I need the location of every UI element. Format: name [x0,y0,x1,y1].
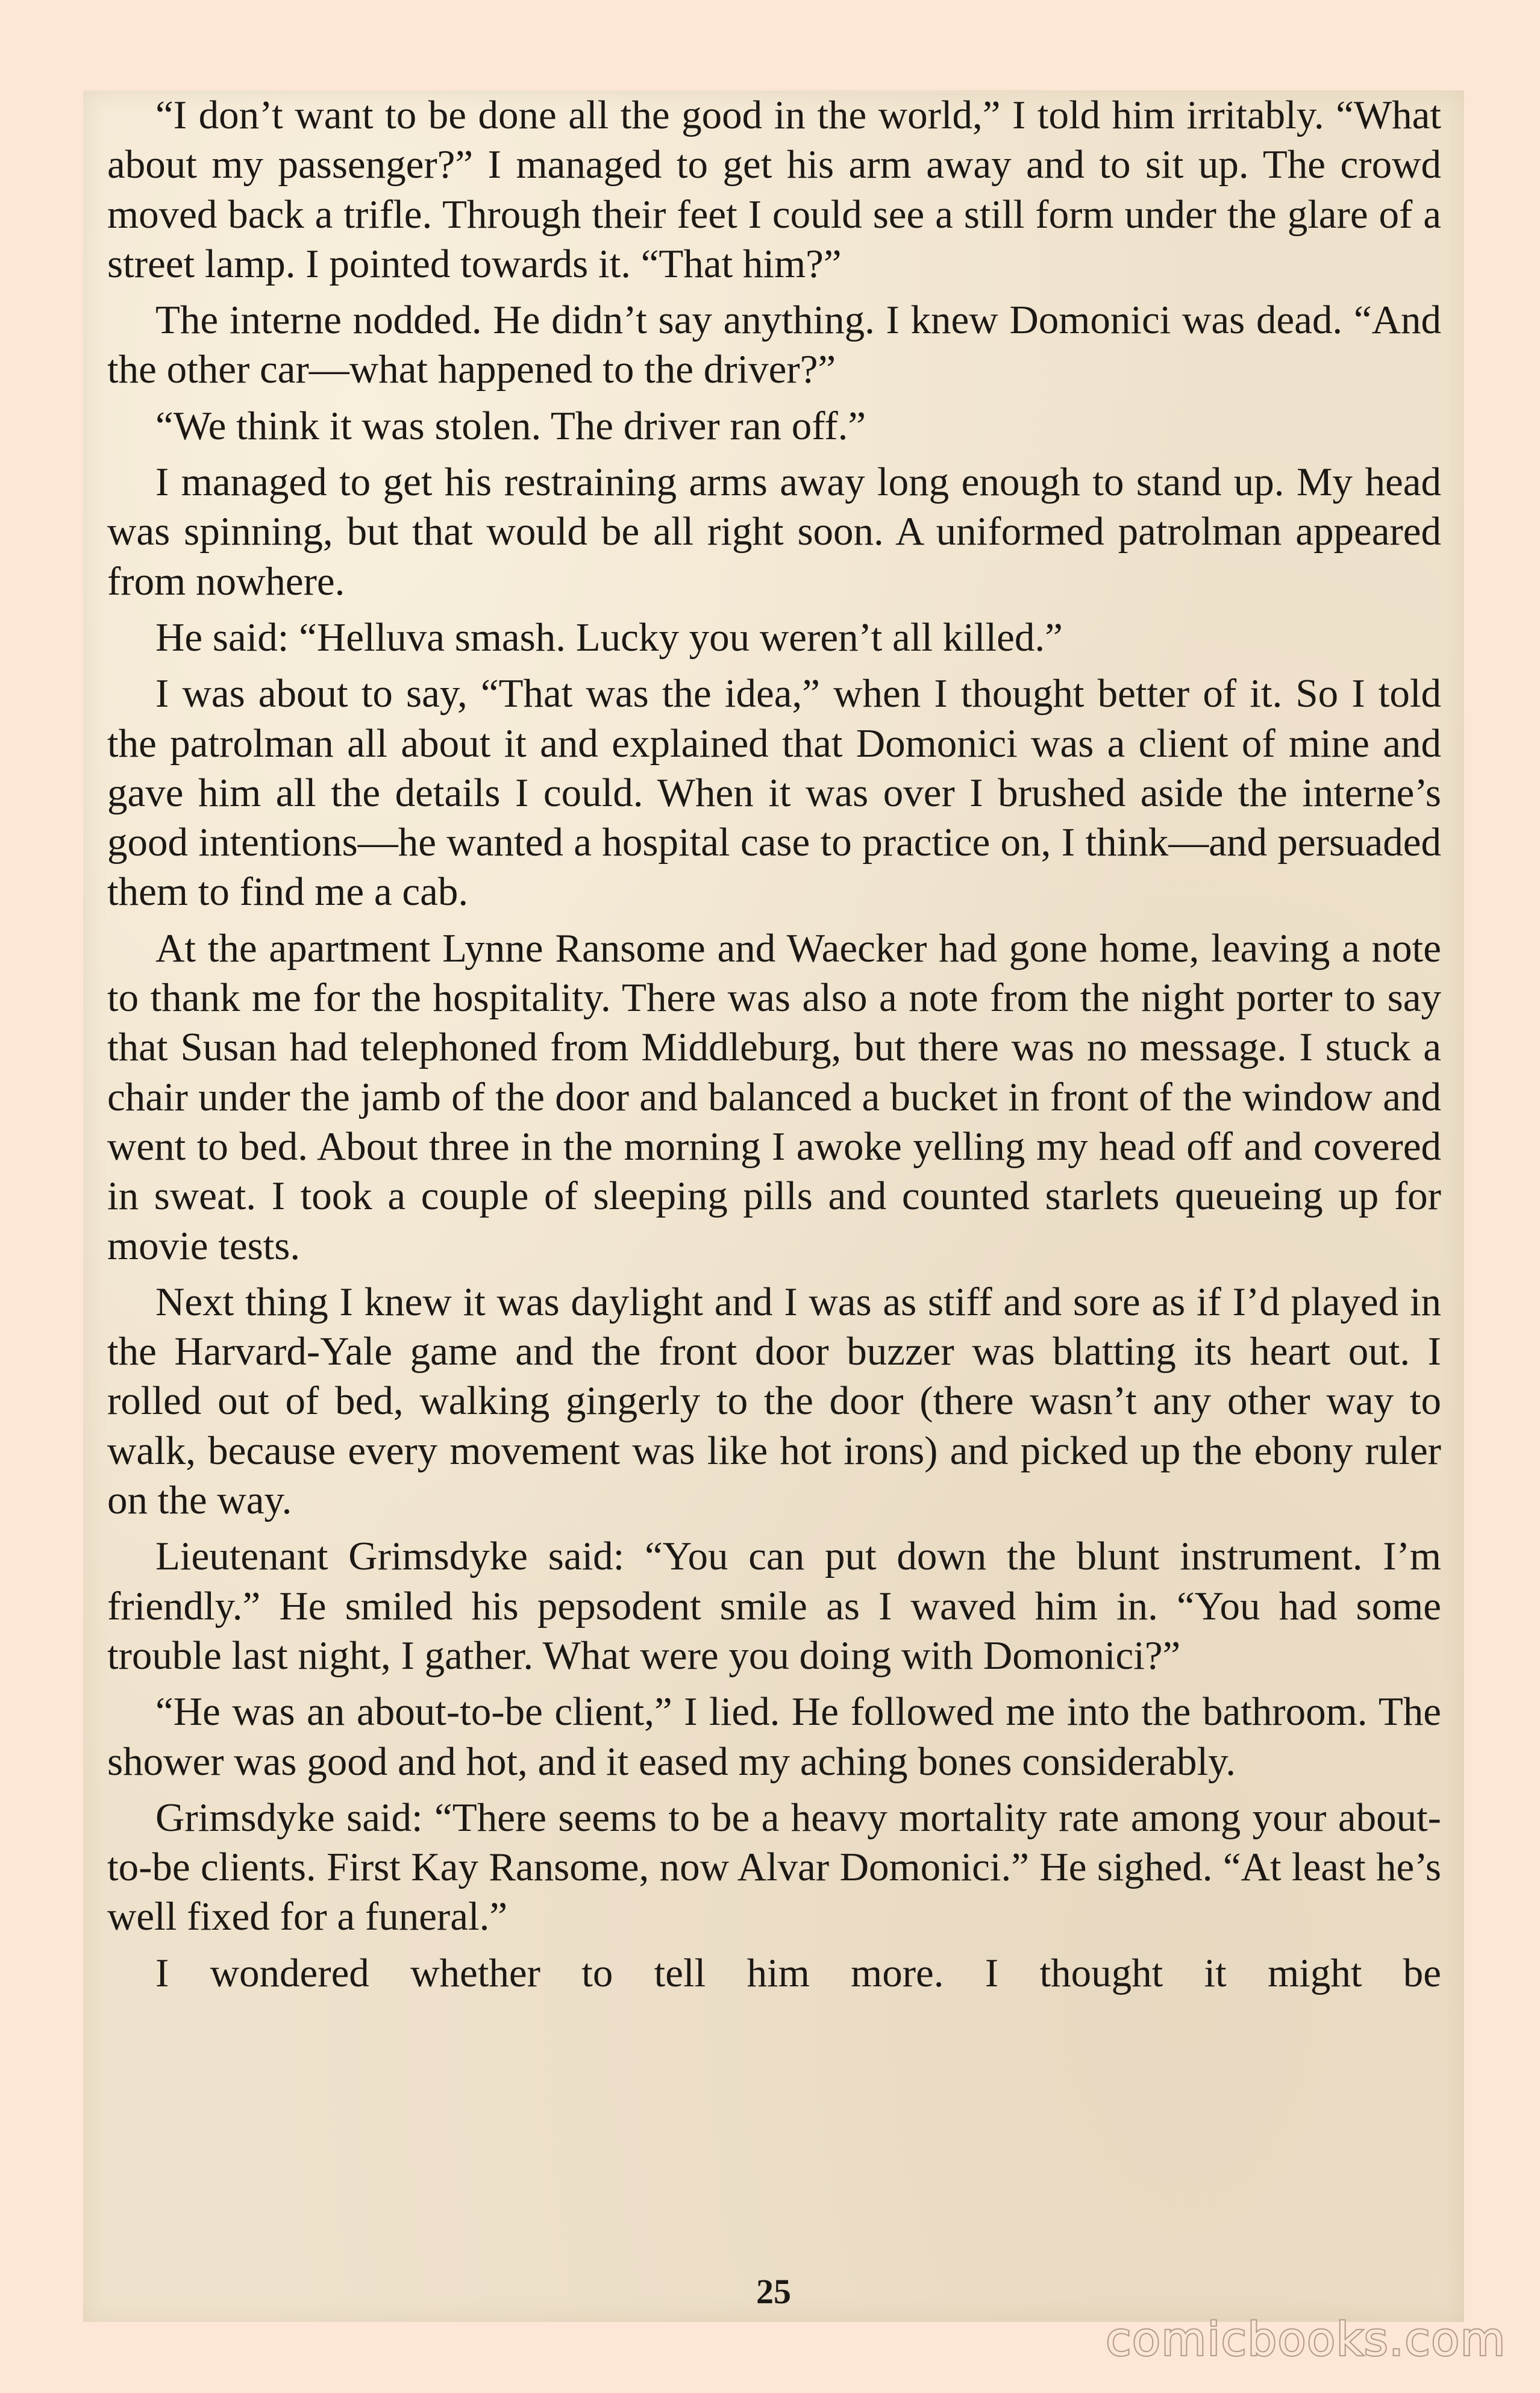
paragraph-12: I wondered whether to tell him more. I thought it might be [155,1950,1441,1995]
paragraph-9: Lieutenant Grimsdyke said: “You can put down the blunt instrument. I’m friendly.” He smiled his pepsodent smile as I waved him in. “You had some trouble last night, I gather. What were you doing with Domonici?” [107,1534,1441,1678]
paragraph-10: “He was an about-to-be client,” I lied. He followed me into the bathroom. The shower was good and hot, and it eased my aching bones considerably. [107,1689,1441,1784]
body-text [107,90,1441,2004]
paragraph-1: “I don’t want to be done all the good in the world,” I told him irritably. “What about my passenger?” I managed to get his arm away and to sit up. The crowd moved back a trifle. Through their feet I could see a still form under the glare of a street lamp. I pointed towards it. “That him?” [107,93,1441,286]
book-page [83,90,1464,2322]
paragraph-11: Grimsdyke said: “There seems to be a heavy mortality rate among your about-to-be clients. First Kay Ransome, now Alvar Domonici.” He sighed. “At least he’s well fixed for a funeral.” [107,1795,1441,1939]
paragraph-3: “We think it was stolen. The driver ran off.” [155,403,866,448]
paragraph-2: The interne nodded. He didn’t say anything. I knew Domonici was dead. “And the other car—what happened to the driver?” [107,298,1441,392]
paragraph-7: At the apartment Lynne Ransome and Waecker had gone home, leaving a note to thank me for the hospitality. There was also a note from the night porter to say that Susan had telephoned from Middleburg, but there was no message. I stuck a chair under the jamb of the door and balanced a bucket in front of the window and went to bed. About three in the morning I awoke yelling my head off and covered in sweat. I took a couple of sleeping pills and counted starlets queueing up for movie tests. [107,925,1441,1268]
paragraph-4: I managed to get his restraining arms away long enough to stand up. My head was spinning, but that would be all right soon. A uniformed patrolman appeared from nowhere. [107,460,1441,604]
watermark-logo: comicbooks.com [1106,2312,1506,2366]
paragraph-6: I was about to say, “That was the idea,” when I thought better of it. So I told the patrolman all about it and explained that Domonici was a client of mine and gave him all the details I could. When it was over I brushed aside the interne’s good intentions—he wanted a hospital case to practice on, I think—and persuaded them to find me a cab. [107,671,1441,915]
page-number: 25 [756,2272,791,2311]
paragraph-5: He said: “Helluva smash. Lucky you weren’t all killed.” [155,615,1063,660]
paragraph-8: Next thing I knew it was daylight and I was as stiff and sore as if I’d played in the Harvard-Yale game and the front door buzzer was blatting its heart out. I rolled out of bed, walking gingerly to the door (there wasn’t any other way to walk, because every movement was like hot irons) and picked up the ebony ruler on the way. [107,1279,1441,1523]
